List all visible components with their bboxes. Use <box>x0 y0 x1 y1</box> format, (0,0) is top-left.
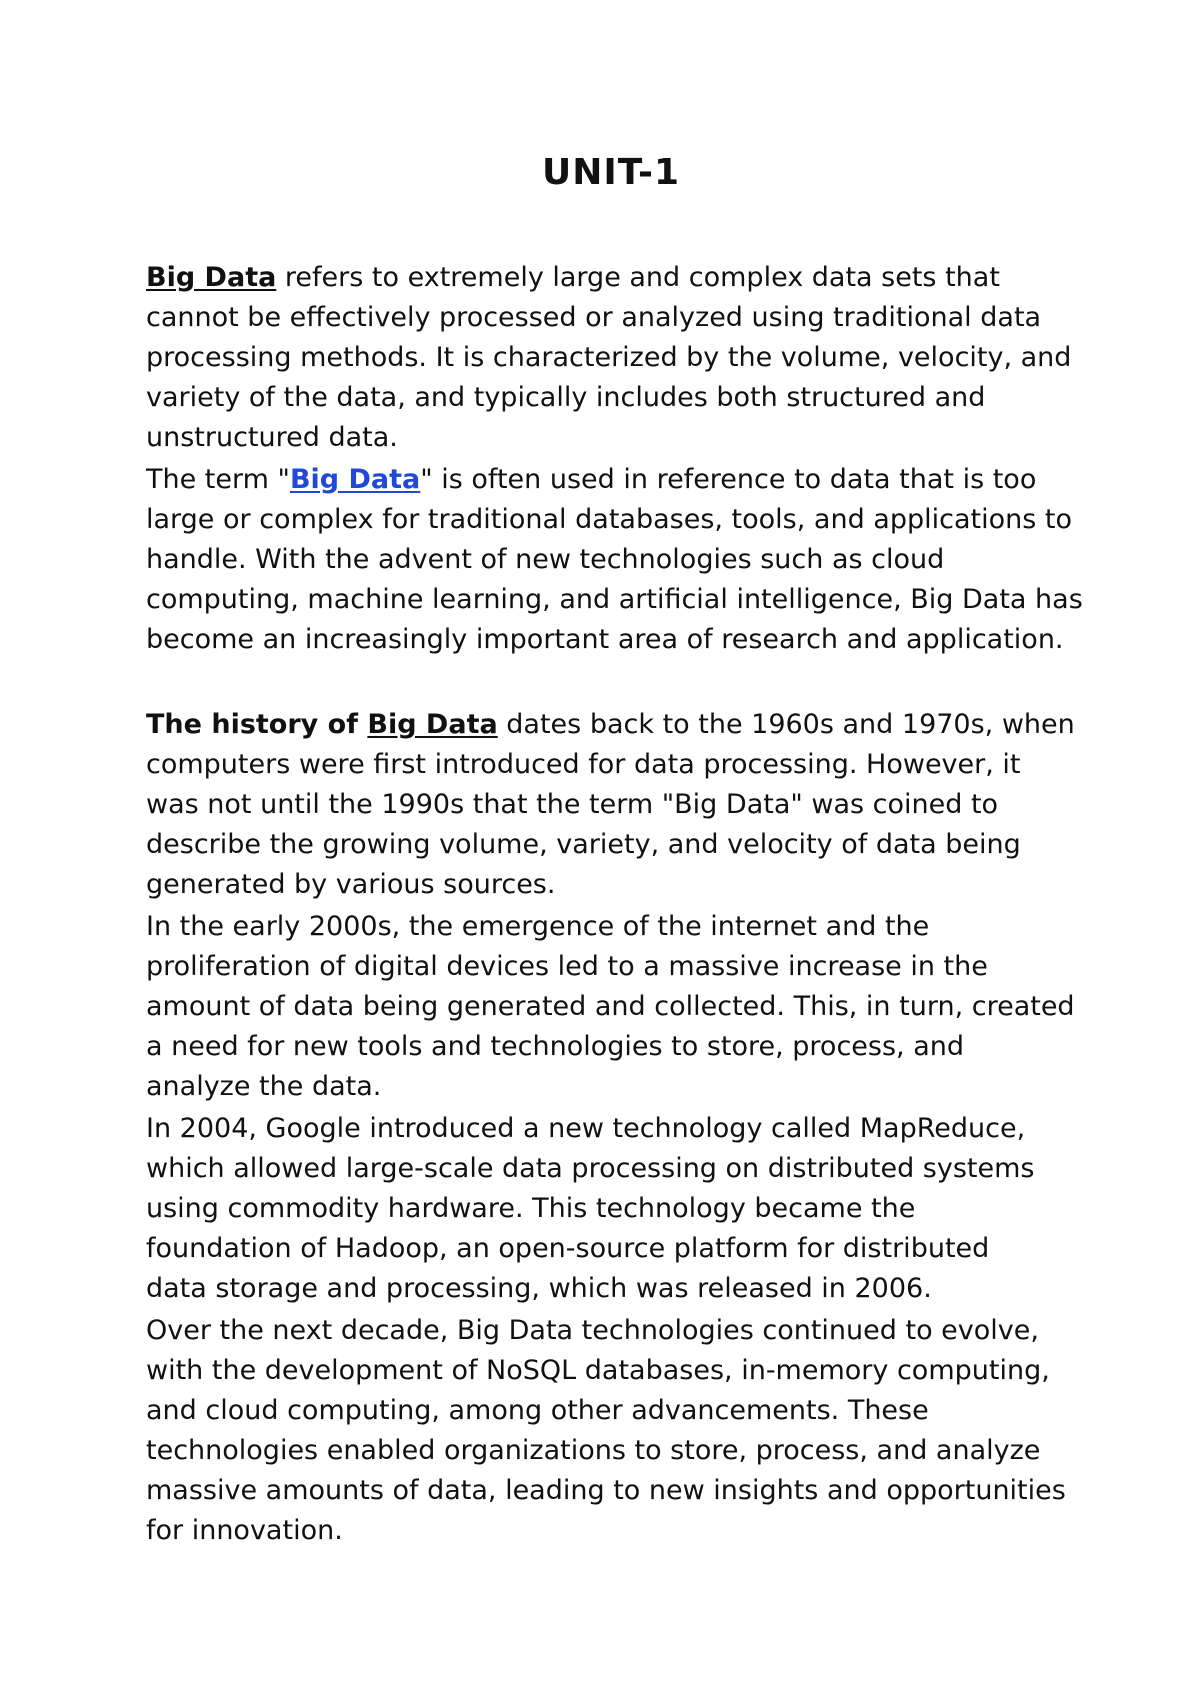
para6-line-6: for innovation. <box>146 1515 343 1546</box>
para5-line-3: using commodity hardware. This technology became the <box>146 1193 916 1224</box>
para2-line-1: The term "Big Data" is often used in reference to data that is too <box>146 464 1037 495</box>
para1-line-1: Big Data refers to extremely large and complex data sets that <box>146 262 1000 293</box>
para1-line-5: unstructured data. <box>146 422 398 453</box>
para2-line-3: handle. With the advent of new technologies such as cloud <box>146 544 945 575</box>
para6-line-5: massive amounts of data, leading to new insights and opportunities <box>146 1475 1066 1506</box>
big-data-link[interactable]: Big Data <box>289 464 421 495</box>
para6-line-2: with the development of NoSQL databases, in-memory computing, <box>146 1355 1050 1386</box>
para5-line-1: In 2004, Google introduced a new technology called MapReduce, <box>146 1113 1026 1144</box>
big-data-term: Big Data <box>146 262 277 293</box>
para4-line-5: analyze the data. <box>146 1071 382 1102</box>
para6-line-3: and cloud computing, among other advancements. These <box>146 1395 929 1426</box>
para5-line-4: foundation of Hadoop, an open-source platform for distributed <box>146 1233 990 1264</box>
para2-line-4: computing, machine learning, and artificial intelligence, Big Data has <box>146 584 1083 615</box>
para3-line-2: computers were first introduced for data processing. However, it <box>146 749 1021 780</box>
para4-line-3: amount of data being generated and collected. This, in turn, created <box>146 991 1075 1022</box>
para6-line-1: Over the next decade, Big Data technologies continued to evolve, <box>146 1315 1039 1346</box>
para1-line-4: variety of the data, and typically includes both structured and <box>146 382 986 413</box>
para3-line-1: The history of Big Data dates back to the 1960s and 1970s, when <box>146 709 1075 740</box>
para6-line-4: technologies enabled organizations to store, process, and analyze <box>146 1435 1041 1466</box>
para3-line-4: describe the growing volume, variety, and velocity of data being <box>146 829 1021 860</box>
para1-line-3: processing methods. It is characterized by the volume, velocity, and <box>146 342 1072 373</box>
para5-line-5: data storage and processing, which was released in 2006. <box>146 1273 932 1304</box>
big-data-term: Big Data <box>367 709 498 740</box>
para2-line-2: large or complex for traditional databases, tools, and applications to <box>146 504 1072 535</box>
para4-line-1: In the early 2000s, the emergence of the internet and the <box>146 911 930 942</box>
para2-line-5: become an increasingly important area of research and application. <box>146 624 1064 655</box>
para3-line-5: generated by various sources. <box>146 869 556 900</box>
page-title: UNIT-1 <box>541 152 680 193</box>
para5-line-2: which allowed large-scale data processing on distributed systems <box>146 1153 1035 1184</box>
para4-line-4: a need for new tools and technologies to store, process, and <box>146 1031 965 1062</box>
para4-line-2: proliferation of digital devices led to a massive increase in the <box>146 951 988 982</box>
para1-line-2: cannot be effectively processed or analyzed using traditional data <box>146 302 1042 333</box>
history-heading: The history of <box>146 709 368 740</box>
para3-line-3: was not until the 1990s that the term "Big Data" was coined to <box>146 789 999 820</box>
